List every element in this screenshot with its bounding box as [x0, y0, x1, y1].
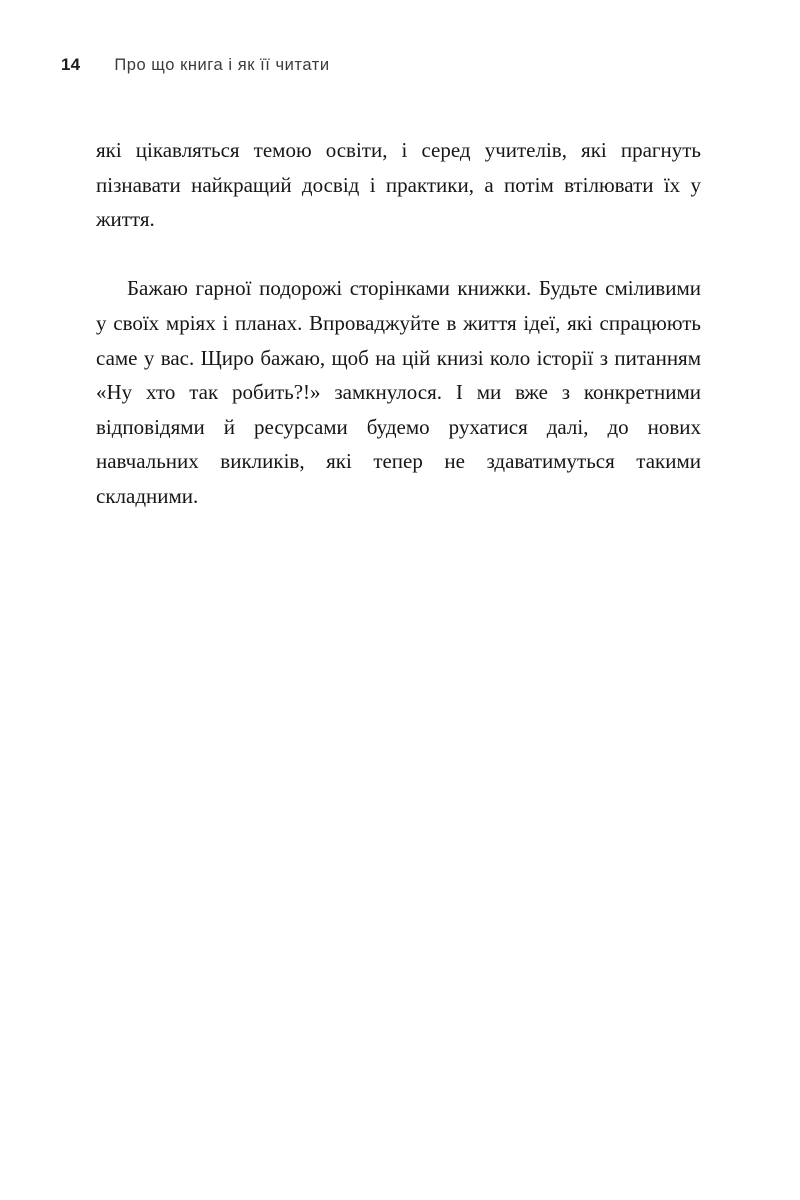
- running-header: [61, 55, 330, 75]
- page-number: 14: [61, 55, 81, 74]
- chapter-title: Про що книга і як її читати: [114, 56, 330, 74]
- paragraph: які цікавляться темою освіти, і серед учителів, які прагнуть пізнавати найкращий досвід і практики, а потім втілювати їх у життя.: [96, 138, 701, 232]
- body-text-block: [96, 133, 701, 548]
- paragraph: Бажаю гарної подорожі сторінками книжки. Будьте сміливими у своїх мріях і планах. Впроваджуйте в життя ідеї, які спрацюють саме у вас. Щиро бажаю, щоб на цій книзі коло історії з питанням «Ну хто так робить?!» замкнулося. І ми вже з конкретними відповідями й ресурсами будемо рухатися далі, до нових навчальних викликів, які тепер не здаватимуться такими складними.: [96, 276, 701, 508]
